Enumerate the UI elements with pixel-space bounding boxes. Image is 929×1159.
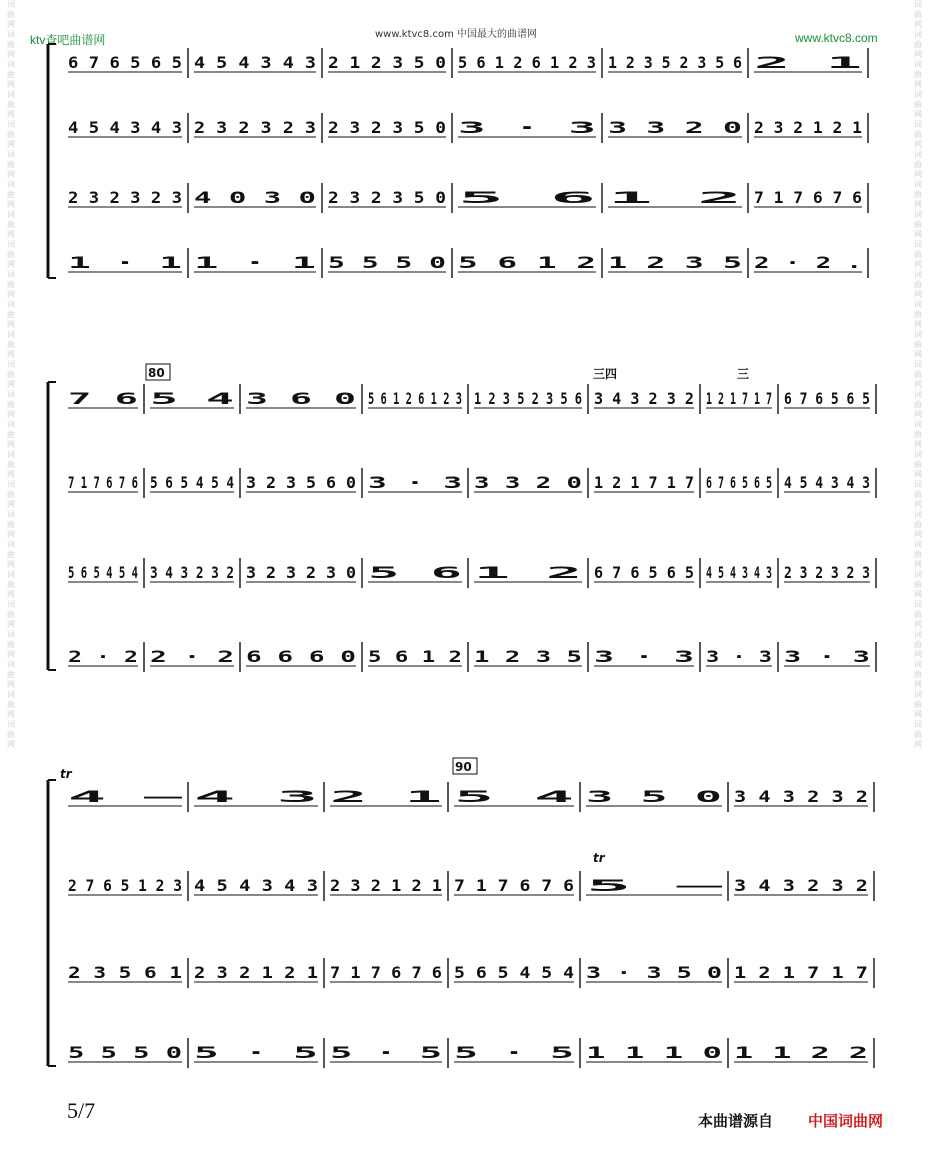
measure-notes: 2 3 2 3 2 3 — [784, 563, 870, 582]
watermark-char: 曲 — [914, 610, 922, 619]
measure-notes: 6 7 6 5 6 5 — [68, 53, 182, 72]
watermark-char: 词 — [7, 630, 15, 639]
measure-notes: 1 2 3 5 — [608, 253, 742, 272]
watermark-char: 曲 — [914, 310, 922, 319]
measure-notes: 7 1 7 6 7 6 — [754, 188, 862, 207]
watermark-char: 曲 — [914, 730, 922, 739]
measure-notes: 4 5 4 3 4 3 — [194, 876, 318, 895]
watermark-char: 词 — [914, 480, 922, 489]
watermark-char: 词 — [7, 210, 15, 219]
watermark-char: 曲 — [7, 370, 15, 379]
watermark-char: 网 — [7, 260, 15, 269]
annotation-mark: tr — [60, 767, 72, 781]
watermark-char: 词 — [7, 150, 15, 159]
measure-notes: 5 6 1 2 — [458, 253, 596, 272]
watermark-char: 网 — [7, 50, 15, 59]
measure-notes: 2 1 — [754, 53, 862, 72]
watermark-char: 曲 — [914, 550, 922, 559]
watermark-char: 网 — [914, 500, 922, 509]
measure-notes: 5 – — [586, 876, 724, 895]
watermark-char: 曲 — [7, 340, 15, 349]
measure-notes: 6 6 6 0 — [246, 647, 356, 666]
measure-notes: 5 5 5 0 — [68, 1043, 182, 1062]
measure-notes: 3 4 3 2 3 2 — [150, 563, 234, 582]
watermark-char: 曲 — [7, 310, 15, 319]
watermark-char: 网 — [7, 590, 15, 599]
measure-notes: 5 6 — [458, 188, 596, 207]
watermark-char: 网 — [914, 470, 922, 479]
watermark-char: 曲 — [914, 280, 922, 289]
watermark-char: 词 — [7, 180, 15, 189]
watermark-char: 网 — [7, 440, 15, 449]
watermark-char: 词 — [7, 540, 15, 549]
watermark-char: 网 — [914, 140, 922, 149]
watermark-char: 网 — [914, 620, 922, 629]
watermark-char: 曲 — [914, 580, 922, 589]
watermark-char: 网 — [914, 110, 922, 119]
measure-notes: 3 4 3 2 3 2 — [594, 389, 694, 408]
watermark-char: 词 — [7, 60, 15, 69]
measure-notes: 2 3 2 3 5 0 — [328, 118, 446, 137]
watermark-char: 词 — [7, 420, 15, 429]
watermark-char: 网 — [914, 230, 922, 239]
watermark-char: 曲 — [7, 550, 15, 559]
watermark-char: 词 — [914, 90, 922, 99]
watermark-char: 词 — [7, 720, 15, 729]
measure-notes: 5 6 — [368, 563, 462, 582]
watermark-char: 网 — [7, 110, 15, 119]
watermark-char: 网 — [914, 380, 922, 389]
watermark-char: 曲 — [7, 190, 15, 199]
measure-notes: 2 3 2 3 5 0 — [328, 188, 446, 207]
header-site-url[interactable]: www.ktvc8.com — [795, 31, 878, 45]
watermark-char: 曲 — [914, 490, 922, 499]
watermark-char: 词 — [7, 330, 15, 339]
watermark-char: 词 — [7, 0, 15, 9]
header-site-name[interactable]: ktv查吧曲谱网 — [30, 33, 106, 47]
measure-notes: 1 2 — [474, 563, 582, 582]
measure-notes: 1 2 1 7 1 7 — [594, 473, 694, 492]
watermark-char: 网 — [7, 200, 15, 209]
measure-notes: 2 3 2 3 2 3 — [194, 118, 316, 137]
watermark-char: 曲 — [7, 250, 15, 259]
measure-notes: 3 · 3 — [594, 647, 694, 666]
watermark-char: 词 — [7, 120, 15, 129]
watermark-char: 曲 — [7, 40, 15, 49]
watermark-char: 曲 — [7, 10, 15, 19]
annotation-mark: tr — [593, 851, 605, 865]
measure-notes: 5 6 5 4 5 4 — [68, 563, 138, 582]
watermark-char: 词 — [914, 450, 922, 459]
watermark-char: 词 — [7, 360, 15, 369]
source-label: 本曲谱源自 — [698, 1112, 774, 1130]
measure-notes: 5 · 5 — [330, 1043, 442, 1062]
watermark-char: 曲 — [7, 490, 15, 499]
watermark-char: 网 — [7, 380, 15, 389]
watermark-char: 词 — [914, 300, 922, 309]
measure-notes: 3 2 3 2 3 0 — [246, 563, 356, 582]
measure-notes: 3 5 0 — [586, 787, 722, 806]
watermark-char: 曲 — [914, 460, 922, 469]
watermark-char: 词 — [914, 390, 922, 399]
measure-notes: 5 6 5 4 5 4 — [150, 473, 234, 492]
measure-notes: 1 2 1 7 1 7 — [734, 963, 868, 982]
watermark-char: 网 — [914, 440, 922, 449]
watermark-char: 网 — [7, 500, 15, 509]
measure-notes: 7 1 7 6 7 6 — [330, 963, 442, 982]
watermark-char: 网 — [7, 290, 15, 299]
watermark-char: 词 — [914, 660, 922, 669]
watermark-char: 网 — [914, 410, 922, 419]
watermark-char: 曲 — [914, 220, 922, 229]
measure-notes: 3 4 3 2 3 2 — [734, 787, 868, 806]
measure-notes: 4 5 4 3 4 3 — [706, 563, 772, 582]
measure-notes: 1 2 3 5 2 3 5 6 — [474, 389, 582, 408]
watermark-char: 网 — [7, 620, 15, 629]
watermark-char: 词 — [7, 690, 15, 699]
watermark-char: 词 — [7, 660, 15, 669]
measure-notes: 7 1 7 6 7 6 — [68, 473, 138, 492]
watermark-char: 词 — [914, 360, 922, 369]
watermark-char: 曲 — [914, 520, 922, 529]
watermark-char: 网 — [7, 140, 15, 149]
watermark-char: 网 — [7, 560, 15, 569]
measure-notes: 6 7 6 5 6 5 — [706, 473, 772, 492]
measure-notes: 3 3 2 0 — [608, 118, 742, 137]
measure-notes: 6 7 6 5 6 5 — [784, 389, 870, 408]
watermark-char: 网 — [7, 650, 15, 659]
watermark-char: 网 — [914, 170, 922, 179]
watermark-char: 词 — [7, 270, 15, 279]
watermark-char: 网 — [7, 230, 15, 239]
measure-notes: 1 2 1 7 1 7 — [706, 389, 772, 408]
watermark-char: 网 — [7, 80, 15, 89]
measure-notes: 2 1 — [330, 787, 442, 806]
measure-notes: 3 · 3 — [368, 473, 462, 492]
watermark-char: 网 — [7, 350, 15, 359]
watermark-char: 曲 — [914, 430, 922, 439]
watermark-char: 曲 — [7, 610, 15, 619]
measure-notes: 1 1 1 0 — [586, 1043, 722, 1062]
watermark-char: 网 — [7, 740, 15, 749]
watermark-char: 曲 — [7, 520, 15, 529]
watermark-char: 曲 — [914, 190, 922, 199]
measure-notes: 2 1 2 3 5 0 — [328, 53, 446, 72]
watermark-char: 网 — [7, 410, 15, 419]
watermark-char: 词 — [914, 570, 922, 579]
watermark-char: 网 — [914, 350, 922, 359]
watermark-char: 词 — [914, 150, 922, 159]
watermark-char: 曲 — [914, 40, 922, 49]
measure-notes: 3 6 0 — [246, 389, 356, 408]
watermark-char: 词 — [7, 450, 15, 459]
watermark-char: 网 — [914, 560, 922, 569]
source-site-link[interactable]: 中国词曲网 — [808, 1112, 884, 1130]
watermark-char: 曲 — [914, 700, 922, 709]
watermark-char: 曲 — [914, 10, 922, 19]
measure-notes: 7 6 — [68, 389, 138, 408]
watermark-char: 曲 — [7, 130, 15, 139]
measure-notes: 4 0 3 0 — [194, 188, 316, 207]
measure-notes: 5 4 — [150, 389, 234, 408]
measure-notes: 5 5 5 0 — [328, 253, 446, 272]
watermark-char: 网 — [914, 530, 922, 539]
measure-notes: 2 3 2 3 2 3 — [68, 188, 182, 207]
watermark-char: 词 — [7, 480, 15, 489]
measure-notes: 5 6 1 2 6 1 2 3 — [458, 53, 596, 72]
measure-notes: 7 1 7 6 7 6 — [454, 876, 574, 895]
page-number: 5/7 — [67, 1098, 96, 1123]
measure-notes: 2 · 2 — [150, 647, 234, 666]
measure-notes: 3 · 3 — [784, 647, 870, 666]
measure-notes: 3 4 3 2 3 2 — [734, 876, 868, 895]
watermark-char: 曲 — [7, 400, 15, 409]
watermark-char: 网 — [914, 80, 922, 89]
measure-notes: 4 5 4 3 4 3 — [194, 53, 316, 72]
watermark-char: 网 — [914, 20, 922, 29]
watermark-char: 网 — [914, 680, 922, 689]
watermark-char: 词 — [914, 510, 922, 519]
watermark-char: 词 — [914, 420, 922, 429]
watermark-char: 曲 — [7, 700, 15, 709]
measure-notes: 2 3 2 1 2 1 — [754, 118, 862, 137]
measure-notes: 5 6 1 2 — [368, 647, 462, 666]
watermark-char: 网 — [7, 680, 15, 689]
watermark-char: 词 — [7, 300, 15, 309]
watermark-char: 词 — [914, 540, 922, 549]
watermark-char: 词 — [914, 180, 922, 189]
measure-notes: 3 2 3 5 6 0 — [246, 473, 356, 492]
measure-notes: 3 · 3 5 0 — [586, 963, 722, 982]
watermark-char: 词 — [7, 390, 15, 399]
measure-notes: 6 7 6 5 6 5 — [594, 563, 694, 582]
watermark-char: 网 — [914, 590, 922, 599]
watermark-char: 曲 — [914, 340, 922, 349]
watermark-char: 词 — [914, 240, 922, 249]
measure-notes: 2 3 2 1 2 1 — [194, 963, 318, 982]
watermark-char: 曲 — [7, 160, 15, 169]
measure-notes: 1 2 — [608, 188, 742, 207]
watermark-char: 网 — [914, 740, 922, 749]
watermark-char: 网 — [914, 260, 922, 269]
watermark-char: 网 — [914, 290, 922, 299]
watermark-char: 曲 — [914, 250, 922, 259]
measure-notes: 1 1 2 2 — [734, 1043, 868, 1062]
watermark-char: 词 — [7, 510, 15, 519]
watermark-char: 曲 — [7, 580, 15, 589]
watermark-char: 网 — [7, 470, 15, 479]
watermark-char: 曲 — [7, 640, 15, 649]
rehearsal-mark: 80 — [148, 366, 165, 380]
measure-notes: 2 3 5 6 1 — [68, 963, 182, 982]
watermark-char: 曲 — [914, 130, 922, 139]
watermark-char: 曲 — [914, 370, 922, 379]
watermark-char: 词 — [914, 120, 922, 129]
watermark-char: 曲 — [7, 430, 15, 439]
watermark-char: 网 — [914, 50, 922, 59]
watermark-char: 曲 — [7, 70, 15, 79]
rehearsal-mark: 90 — [455, 760, 472, 774]
annotation-mark: 三 — [737, 367, 750, 381]
watermark-char: 曲 — [914, 670, 922, 679]
measure-notes: 1 · 1 — [194, 253, 316, 272]
watermark-char: 词 — [914, 600, 922, 609]
watermark-char: 曲 — [7, 280, 15, 289]
measure-notes: 1 2 3 5 2 3 5 6 — [608, 53, 742, 72]
measure-notes: 4 5 4 3 4 3 — [784, 473, 870, 492]
measure-notes: 2 3 2 1 2 1 — [330, 876, 442, 895]
measure-notes: 1 2 3 5 — [474, 647, 582, 666]
measure-notes: 2 7 6 5 1 2 3 — [68, 876, 182, 895]
measure-notes: 3 · 3 — [706, 647, 772, 666]
measure-notes: 3 · 3 — [458, 118, 596, 137]
watermark-char: 网 — [7, 20, 15, 29]
watermark-char: 曲 — [914, 400, 922, 409]
measure-notes: 2 · 2 — [68, 647, 138, 666]
watermark-char: 网 — [914, 650, 922, 659]
watermark-char: 网 — [7, 710, 15, 719]
measure-notes: 3 3 2 0 — [474, 473, 582, 492]
watermark-char: 网 — [7, 530, 15, 539]
watermark-char: 词 — [7, 240, 15, 249]
watermark-char: 词 — [7, 90, 15, 99]
watermark-char: 曲 — [7, 670, 15, 679]
measure-notes: 5 6 5 4 5 4 — [454, 963, 574, 982]
watermark-char: 网 — [7, 170, 15, 179]
measure-notes: 5 6 1 2 6 1 2 3 — [368, 389, 462, 408]
watermark-char: 曲 — [7, 220, 15, 229]
annotation-mark: 三四 — [593, 367, 618, 381]
measure-notes: 4 5 4 3 4 3 — [68, 118, 182, 137]
watermark-char: 词 — [914, 60, 922, 69]
watermark-char: 曲 — [7, 730, 15, 739]
watermark-char: 网 — [914, 200, 922, 209]
watermark-char: 词 — [914, 690, 922, 699]
watermark-char: 词 — [7, 600, 15, 609]
watermark-char: 词 — [914, 0, 922, 9]
watermark-char: 曲 — [914, 100, 922, 109]
watermark-char: 词 — [914, 30, 922, 39]
header-tagline: www.ktvc8.com 中国最大的曲谱网 — [375, 29, 538, 40]
measure-notes: 1 · 1 — [68, 253, 182, 272]
watermark-char: 词 — [914, 630, 922, 639]
watermark-char: 曲 — [914, 70, 922, 79]
watermark-char: 网 — [914, 710, 922, 719]
watermark-char: 词 — [914, 330, 922, 339]
watermark-char: 曲 — [914, 640, 922, 649]
watermark-char: 曲 — [7, 100, 15, 109]
watermark-char: 词 — [914, 210, 922, 219]
watermark-char: 网 — [914, 320, 922, 329]
measure-notes: 5 · 5 — [454, 1043, 574, 1062]
measure-notes: 4 3 — [194, 787, 318, 806]
watermark-char: 词 — [914, 720, 922, 729]
watermark-char: 曲 — [914, 160, 922, 169]
measure-notes: 2 · 2 . — [754, 253, 862, 272]
watermark-char: 词 — [7, 570, 15, 579]
measure-notes: 5 · 5 — [194, 1043, 318, 1062]
watermark-char: 词 — [914, 270, 922, 279]
watermark-char: 曲 — [7, 460, 15, 469]
measure-notes: 4 – — [68, 787, 184, 806]
measure-notes: 5 4 — [454, 787, 574, 806]
watermark-char: 网 — [7, 320, 15, 329]
watermark-char: 词 — [7, 30, 15, 39]
